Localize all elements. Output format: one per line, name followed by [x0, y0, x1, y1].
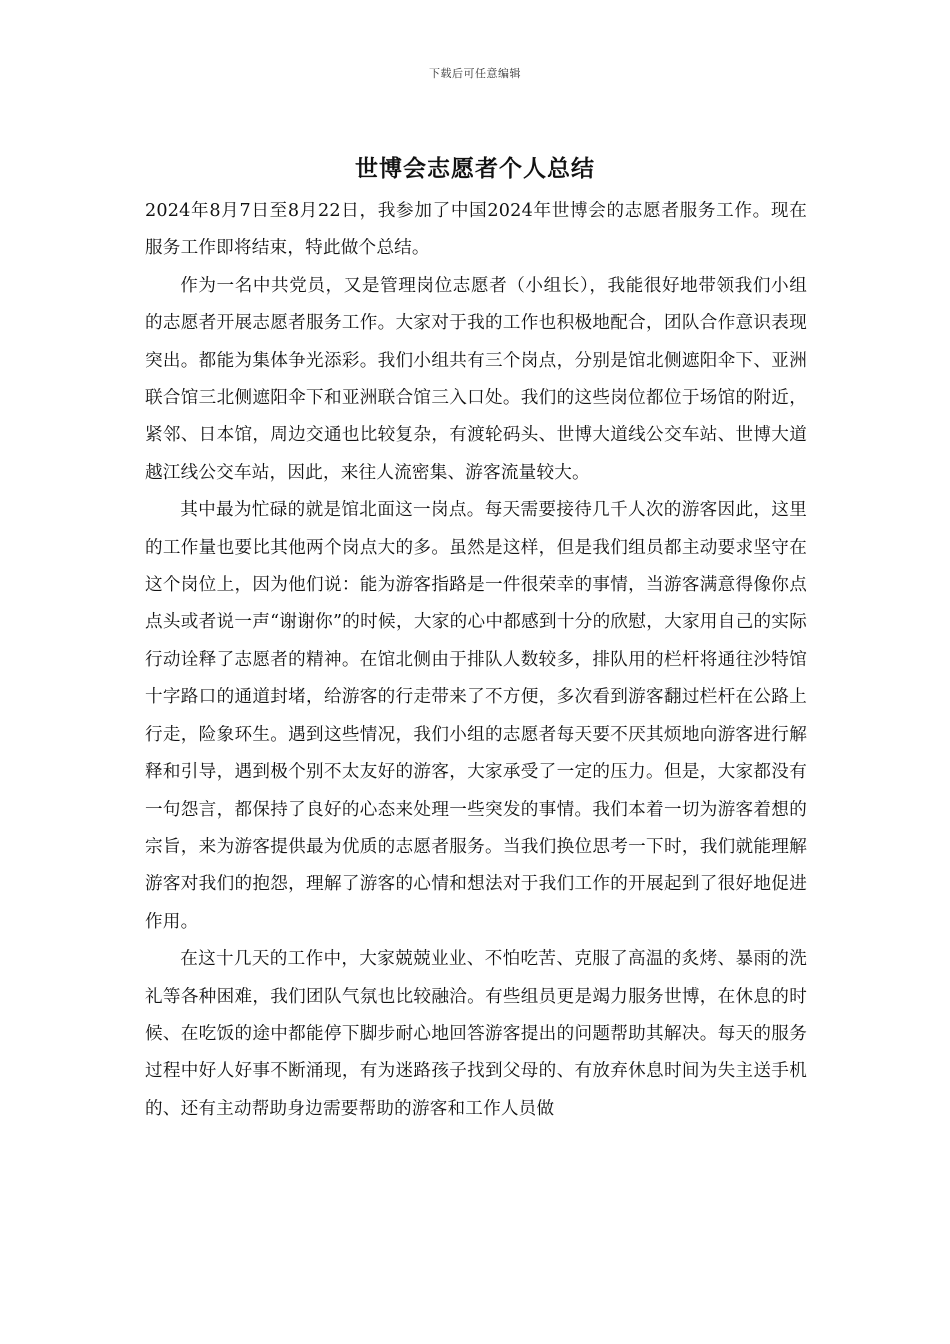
- header-note: 下载后可任意编辑: [429, 67, 521, 80]
- paragraph-hard-work: 在这十几天的工作中，大家兢兢业业、不怕吃苦、克服了高温的炙烤、暴雨的洗礼等各种困难，我们团队气氛也比较融洽。有些组员更是竭力服务世博，在休息的时候、在吃饭的途中都能停下脚步耐心地回答游客提出的问题帮助其解决。每天的服务过程中好人好事不断涌现，有为迷路孩子找到父母的、有放弃休息时间为失主送手机的、还有主动帮助身边需要帮助的游客和工作人员做: [145, 949, 807, 1119]
- paragraph-intro: 2024年8月7日至8月22日，我参加了中国2024年世博会的志愿者服务工作。现在服务工作即将结束，特此做个总结。: [145, 201, 807, 259]
- paragraph-north-post: 其中最为忙碌的就是馆北面这一岗点。每天需要接待几千人次的游客因此，这里的工作量也要比其他两个岗点大的多。虽然是这样，但是我们组员都主动要求坚守在这个岗位上，因为他们说：能为游客指路是一件很荣幸的事情，当游客满意得像你点点头或者说一声“谢谢你”的时候，大家的心中都感到十分的欣慰，大家用自己的实际行动诠释了志愿者的精神。在馆北侧由于排队人数较多，排队用的栏杆将通往沙特馆十字路口的通道封堵，给游客的行走带来了不方便，多次看到游客翻过栏杆在公路上行走，险象环生。遇到这些情况，我们小组的志愿者每天要不厌其烦地向游客进行解释和引导，遇到极个别不太友好的游客，大家承受了一定的压力。但是，大家都没有一句怨言，都保持了良好的心态来处理一些突发的事情。我们本着一切为游客着想的宗旨，来为游客提供最为优质的志愿者服务。当我们换位思考一下时，我们就能理解游客对我们的抱怨，理解了游客的心情和想法对于我们工作的开展起到了很好地促进作用。: [145, 500, 807, 932]
- paragraph-team-posts: 作为一名中共党员，又是管理岗位志愿者（小组长），我能很好地带领我们小组的志愿者开展志愿者服务工作。大家对于我的工作也积极地配合，团队合作意识表现突出。都能为集体争光添彩。我们小组共有三个岗点，分别是馆北侧遮阳伞下、亚洲联合馆三北侧遮阳伞下和亚洲联合馆三入口处。我们的这些岗位都位于场馆的附近，紧邻、日本馆，周边交通也比较复杂，有渡轮码头、世博大道线公交车站、世博大道越江线公交车站，因此，来往人流密集、游客流量较大。: [145, 275, 807, 483]
- document-title: 世博会志愿者个人总结: [355, 155, 595, 182]
- document-body: [145, 193, 807, 1128]
